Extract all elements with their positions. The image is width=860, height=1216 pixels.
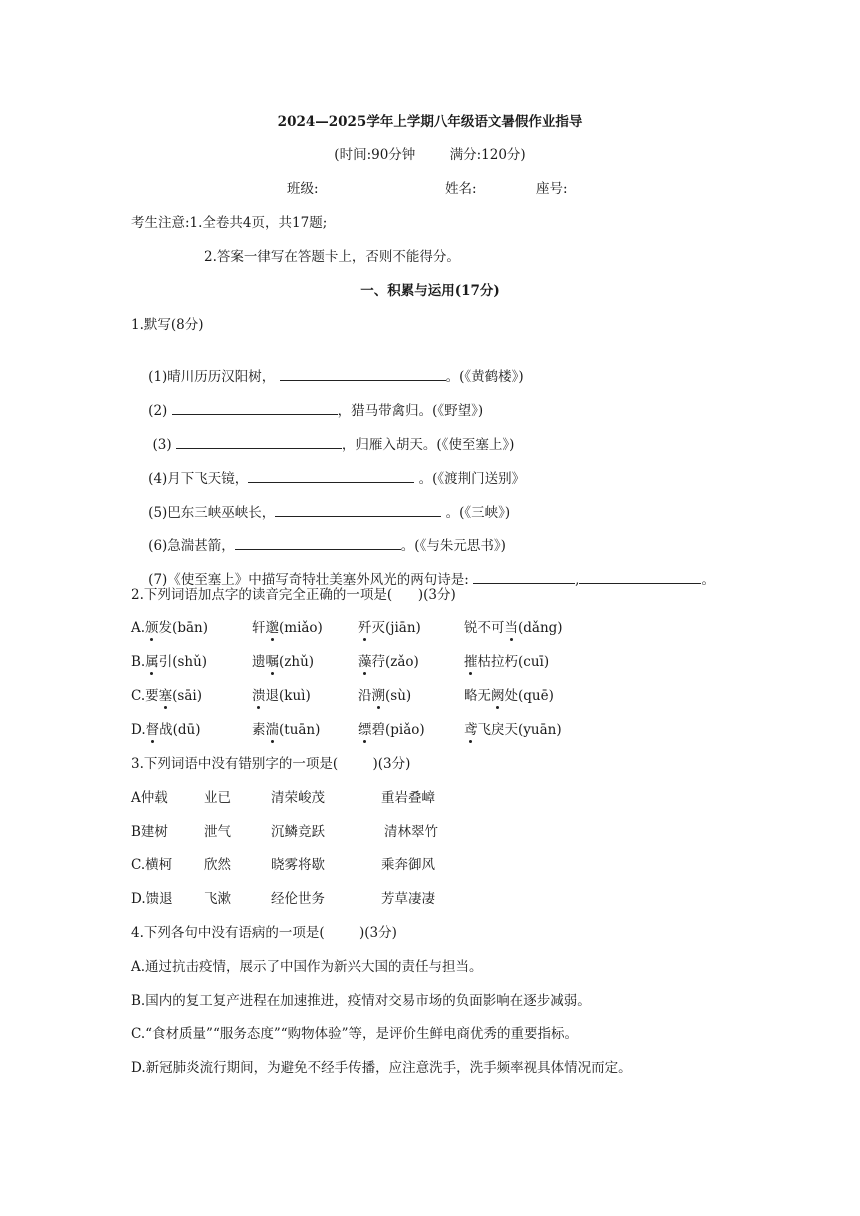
q3-option-word: D.馈退 <box>131 891 173 907</box>
dotted-character: 湍 <box>265 722 279 738</box>
dotted-character: 摧 <box>464 654 478 670</box>
q1-item-3-suffix: ，归雁入胡天。(《使至塞上》) <box>341 437 515 453</box>
word-pinyin: (sù) <box>385 688 412 704</box>
q4-title: 4.下列各句中没有语病的一项是( )(3分) <box>131 925 397 941</box>
q1-item-4-prefix: (4)月下飞天镜， <box>148 471 249 487</box>
q3-option-word: 经伦世务 <box>271 891 325 907</box>
q2-option-word <box>358 721 425 739</box>
q4-option-d: D.新冠肺炎流行期间，为避免不经手传播，应注意洗手，洗手频率视具体情况而定。 <box>131 1060 632 1076</box>
word-pinyin: (tuān) <box>279 722 321 738</box>
q2-option-label: C. <box>131 688 146 704</box>
q1-item-5-prefix: (5)巴东三峡巫峡长， <box>148 505 276 521</box>
q4-option-c: C.“食材质量”“服务态度”“购物体验”等，是评价生鲜电商优秀的重要指标。 <box>131 1026 579 1042</box>
q2-option-word <box>131 721 201 739</box>
q3-option-word: 清林翠竹 <box>384 824 438 840</box>
notice-line-1: 考生注意:1.全卷共4页，共17题; <box>131 215 328 231</box>
word-pinyin: 处(quē) <box>504 688 554 704</box>
word-pinyin: 退(kuì) <box>265 688 311 704</box>
word-pinyin: 飞戾天(yuān) <box>477 722 562 738</box>
dotted-character: 当 <box>504 620 518 636</box>
q2-option-word <box>464 653 549 671</box>
q3-option-word: 欣然 <box>204 857 231 873</box>
word-text: 素 <box>252 722 266 738</box>
answer-blank[interactable] <box>473 570 575 584</box>
dotted-character: 属 <box>145 654 159 670</box>
name-label: 姓名: <box>445 181 477 197</box>
q1-item-1-suffix: 。(《黄鹤楼》) <box>445 369 524 385</box>
word-text: 要 <box>145 688 159 704</box>
dotted-character: 缥 <box>358 722 372 738</box>
q1-item-2-prefix: (2) <box>148 403 172 419</box>
dotted-character: 颁 <box>145 620 159 636</box>
dotted-character: 邈 <box>265 620 279 636</box>
dotted-character: 歼 <box>358 620 372 636</box>
q2-option-word <box>464 619 563 637</box>
q2-option-label: A. <box>131 620 146 636</box>
q3-option-word: 芳草凄凄 <box>381 891 435 907</box>
q1-title: 1.默写(8分) <box>131 317 204 333</box>
word-pinyin: (miǎo) <box>279 620 323 636</box>
q3-option-word: 飞漱 <box>204 891 231 907</box>
word-text: 轩 <box>252 620 266 636</box>
answer-blank[interactable] <box>275 503 441 517</box>
answer-blank[interactable] <box>235 536 401 550</box>
section-1-title: 一、积累与运用(17分) <box>360 283 500 299</box>
q2-option-label: D. <box>131 722 146 738</box>
q3-option-word: 重岩叠嶂 <box>381 790 435 806</box>
q4-option-b: B.国内的复工复产进程在加速推进，疫情对交易市场的负面影响在逐步减弱。 <box>131 993 591 1009</box>
word-pinyin: 战(dū) <box>159 722 201 738</box>
dotted-character: 塞 <box>158 688 173 704</box>
q3-option-word: 泄气 <box>204 824 231 840</box>
q2-option-word <box>252 721 320 739</box>
q3-option-word: 业已 <box>204 790 231 806</box>
word-text: 沿 <box>358 688 372 704</box>
q1-item-3-prefix: (3) <box>148 437 176 453</box>
time-score-info: (时间:90分钟 满分:120分) <box>334 147 526 163</box>
q1-item-6-prefix: (6)急湍甚箭， <box>148 538 235 554</box>
word-pinyin: 发(bān) <box>158 620 208 636</box>
q2-option-word <box>464 721 562 739</box>
notice-line-2: 2.答案一律写在答题卡上，否则不能得分。 <box>204 249 460 265</box>
dotted-character: 阙 <box>491 688 505 704</box>
q1-item-1-prefix: (1)晴川历历汉阳树， <box>148 369 280 385</box>
dotted-character: 督 <box>145 722 160 738</box>
answer-blank[interactable] <box>280 367 446 381</box>
q3-option-word: 沉鳞竞跃 <box>271 824 325 840</box>
word-pinyin: 灭(jiān) <box>371 620 421 636</box>
q1-item-2-suffix: ，猎马带禽归。(《野望》) <box>337 403 484 419</box>
answer-blank[interactable] <box>579 570 701 584</box>
dotted-character: 鸢 <box>464 722 478 738</box>
q2-option-word <box>252 619 323 637</box>
q4-option-a: A.通过抗击疫情，展示了中国作为新兴大国的责任与担当。 <box>131 959 483 975</box>
q1-item-7-suffix: 。 <box>701 572 715 588</box>
word-pinyin: 枯拉朽(cuī) <box>477 654 550 670</box>
q1-item-4-suffix: 。(《渡荆门送别》 <box>414 471 526 487</box>
q1-item-7-prefix: (7)《使至塞上》中描写奇特壮美塞外风光的两句诗是: <box>148 572 474 588</box>
q3-option-word: A仲载 <box>131 790 168 806</box>
dotted-character: 溃 <box>252 688 266 704</box>
exam-title: 2024—2025学年上学期八年级语文暑假作业指导 <box>277 114 583 130</box>
q3-option-word: 清荣峻茂 <box>271 790 325 806</box>
seat-label: 座号: <box>536 181 568 197</box>
q2-option-word <box>252 687 311 705</box>
q3-title: 3.下列词语中没有错别字的一项是( )(3分) <box>131 756 411 772</box>
q3-option-word: 乘奔御风 <box>381 857 435 873</box>
word-pinyin: 碧(piǎo) <box>371 722 425 738</box>
q1-item-6-suffix: 。(《与朱元思书》) <box>400 538 506 554</box>
dotted-character: 溯 <box>371 688 385 704</box>
q2-option-word <box>131 653 207 671</box>
word-pinyin: (dǎng) <box>518 620 563 636</box>
dotted-character: 嘱 <box>265 654 279 670</box>
word-pinyin: 引(shǔ) <box>158 654 208 670</box>
answer-blank[interactable] <box>176 435 342 449</box>
q2-title: 2.下列词语加点字的读音完全正确的一项是( )(3分) <box>131 587 456 603</box>
q3-option-word: C.横柯 <box>131 857 173 873</box>
word-pinyin: 荇(zǎo) <box>371 654 419 670</box>
word-pinyin: (sāi) <box>172 688 202 704</box>
word-text: 略无 <box>464 688 491 704</box>
q2-option-word <box>358 653 419 671</box>
q2-option-label: B. <box>131 654 146 670</box>
q2-option-word <box>464 687 554 705</box>
answer-blank[interactable] <box>172 401 338 415</box>
q1-item-5-suffix: 。(《三峡》) <box>441 505 511 521</box>
q2-option-word <box>252 653 314 671</box>
q2-option-word <box>131 619 208 637</box>
q3-option-word: B建树 <box>131 824 168 840</box>
class-label: 班级: <box>287 181 319 197</box>
answer-blank[interactable] <box>248 469 414 483</box>
q2-option-word <box>131 687 202 705</box>
q2-option-word <box>358 687 411 705</box>
word-pinyin: (zhǔ) <box>279 654 315 670</box>
dotted-character: 藻 <box>358 654 372 670</box>
word-text: 遗 <box>252 654 266 670</box>
word-text: 锐不可 <box>464 620 505 636</box>
q2-option-word <box>358 619 421 637</box>
q1-item-7-separator: , <box>575 572 580 588</box>
q3-option-word: 晓雾将歇 <box>271 857 325 873</box>
